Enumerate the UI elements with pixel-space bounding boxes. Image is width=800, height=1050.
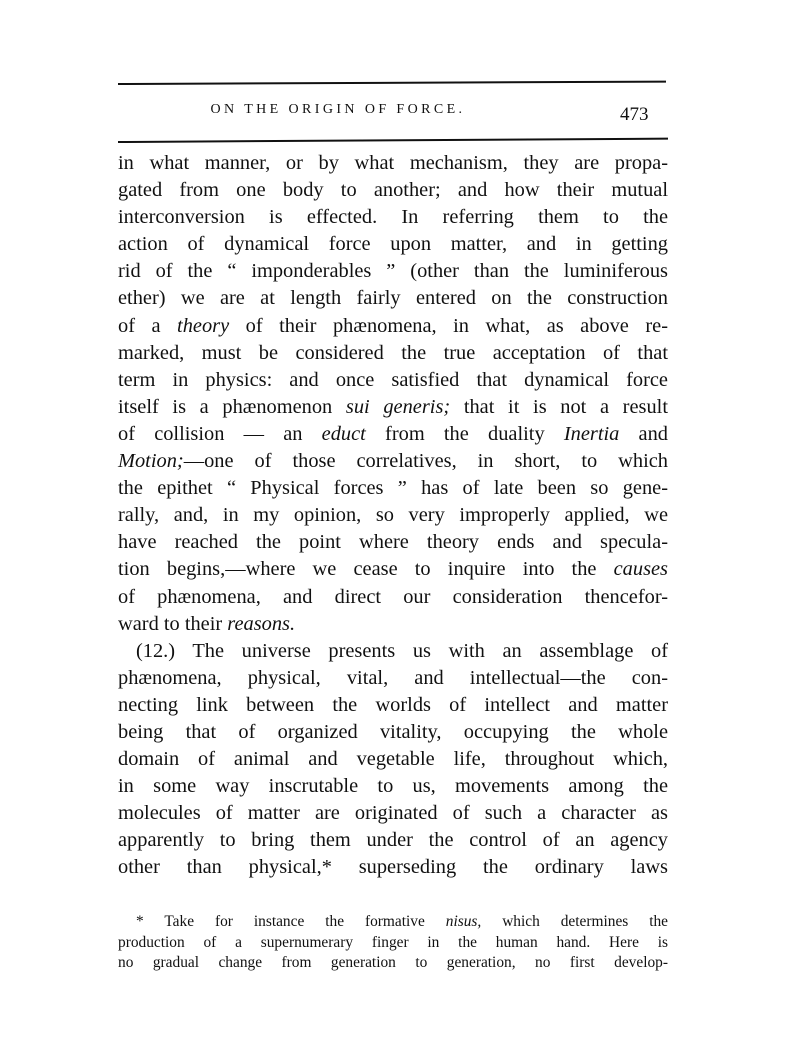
text-run: in some way inscrutable to us, movements among the	[118, 775, 668, 798]
text-line	[118, 746, 668, 773]
text-run: the epithet “ Physical forces ” has of late been so gene-	[118, 477, 668, 500]
text-run: phænomena, physical, vital, and intellectual—the con-	[118, 666, 668, 689]
text-run: action of dynamical force upon matter, and in getting	[118, 233, 668, 256]
text-line	[118, 340, 668, 367]
text-line	[118, 367, 668, 394]
header-rule-top	[118, 81, 666, 85]
text-run: rid of the “ imponderables ” (other than the luminiferous	[118, 260, 668, 283]
text-run: from the duality	[365, 422, 564, 445]
italic-text: educt	[321, 422, 366, 445]
text-line	[118, 177, 668, 204]
text-line	[118, 827, 668, 854]
running-title: ON THE ORIGIN OF FORCE.	[210, 102, 466, 117]
text-run: other than physical,* superseding the ordinary laws	[118, 856, 668, 879]
text-run: gated from one body to another; and how their mutual	[118, 179, 668, 202]
text-run: production of a supernumerary finger in the human hand. Here is	[118, 933, 668, 951]
text-line	[118, 313, 668, 340]
text-run: have reached the point where theory ends and specula-	[118, 531, 668, 554]
footnote-line	[118, 912, 668, 933]
text-run: (12.) The universe presents us with an assemblage of	[136, 639, 668, 662]
text-run: of their phænomena, in what, as above re-	[229, 314, 668, 337]
text-run: itself is a phænomenon	[118, 395, 346, 418]
italic-text: nisus,	[445, 913, 482, 930]
text-run: interconversion is effected. In referring them to the	[118, 206, 668, 229]
text-run: ether) we are at length fairly entered on the construction	[118, 287, 668, 310]
footnote-line	[118, 953, 668, 974]
text-line	[118, 692, 668, 719]
text-run: rally, and, in my opinion, so very improperly applied, we	[118, 504, 668, 527]
text-run: that it is not a result	[450, 395, 668, 418]
text-line	[118, 611, 668, 638]
text-line	[118, 665, 668, 692]
text-line	[118, 421, 668, 448]
italic-text: sui generis;	[345, 395, 451, 418]
body-text	[118, 150, 668, 882]
text-line	[118, 556, 668, 583]
text-run: * Take for instance the formative	[136, 913, 446, 930]
text-run: necting link between the worlds of intellect and matter	[118, 693, 668, 716]
text-run: of a	[118, 314, 178, 337]
text-line	[118, 529, 668, 556]
text-run: —one of those correlatives, in short, to which	[183, 450, 668, 473]
text-line	[118, 231, 668, 258]
text-line	[118, 394, 668, 421]
italic-text: causes	[613, 558, 668, 581]
text-run: and	[619, 422, 668, 445]
text-run: molecules of matter are originated of such a character as	[118, 802, 668, 825]
text-run: being that of organized vitality, occupying the whole	[118, 720, 668, 743]
text-line	[118, 475, 668, 502]
text-run: of phænomena, and direct our consideration thencefor-	[118, 585, 668, 608]
text-line	[118, 773, 668, 800]
header-rule-bottom	[118, 138, 668, 143]
text-line	[118, 854, 668, 881]
text-line	[118, 258, 668, 285]
text-run: which determines the	[481, 913, 669, 930]
page-number: 473	[620, 104, 649, 125]
text-line	[118, 285, 668, 312]
text-run: domain of animal and vegetable life, throughout which,	[118, 748, 668, 771]
text-line	[118, 448, 668, 475]
text-run: of collision — an	[118, 422, 322, 445]
text-run: apparently to bring them under the control of an agency	[118, 829, 668, 852]
italic-text: Motion;	[118, 450, 184, 473]
text-line	[118, 800, 668, 827]
text-line	[118, 584, 668, 611]
text-line	[118, 638, 668, 665]
text-line	[118, 204, 668, 231]
footnote	[118, 912, 668, 974]
italic-text: Inertia	[563, 422, 620, 445]
text-run: no gradual change from generation to generation, no first develop-	[118, 954, 668, 971]
text-line	[118, 719, 668, 746]
text-run: marked, must be considered the true acceptation of that	[118, 341, 668, 364]
text-line	[118, 502, 668, 529]
italic-text: reasons.	[227, 612, 296, 635]
text-run: term in physics: and once satisfied that dynamical force	[118, 368, 668, 391]
text-run: in what manner, or by what mechanism, they are propa-	[118, 152, 668, 174]
italic-text: theory	[177, 314, 230, 337]
text-line	[118, 150, 668, 177]
footnote-line	[118, 933, 668, 954]
text-run: tion begins,—where we cease to inquire into the	[118, 558, 614, 581]
text-run: ward to their	[118, 612, 228, 635]
